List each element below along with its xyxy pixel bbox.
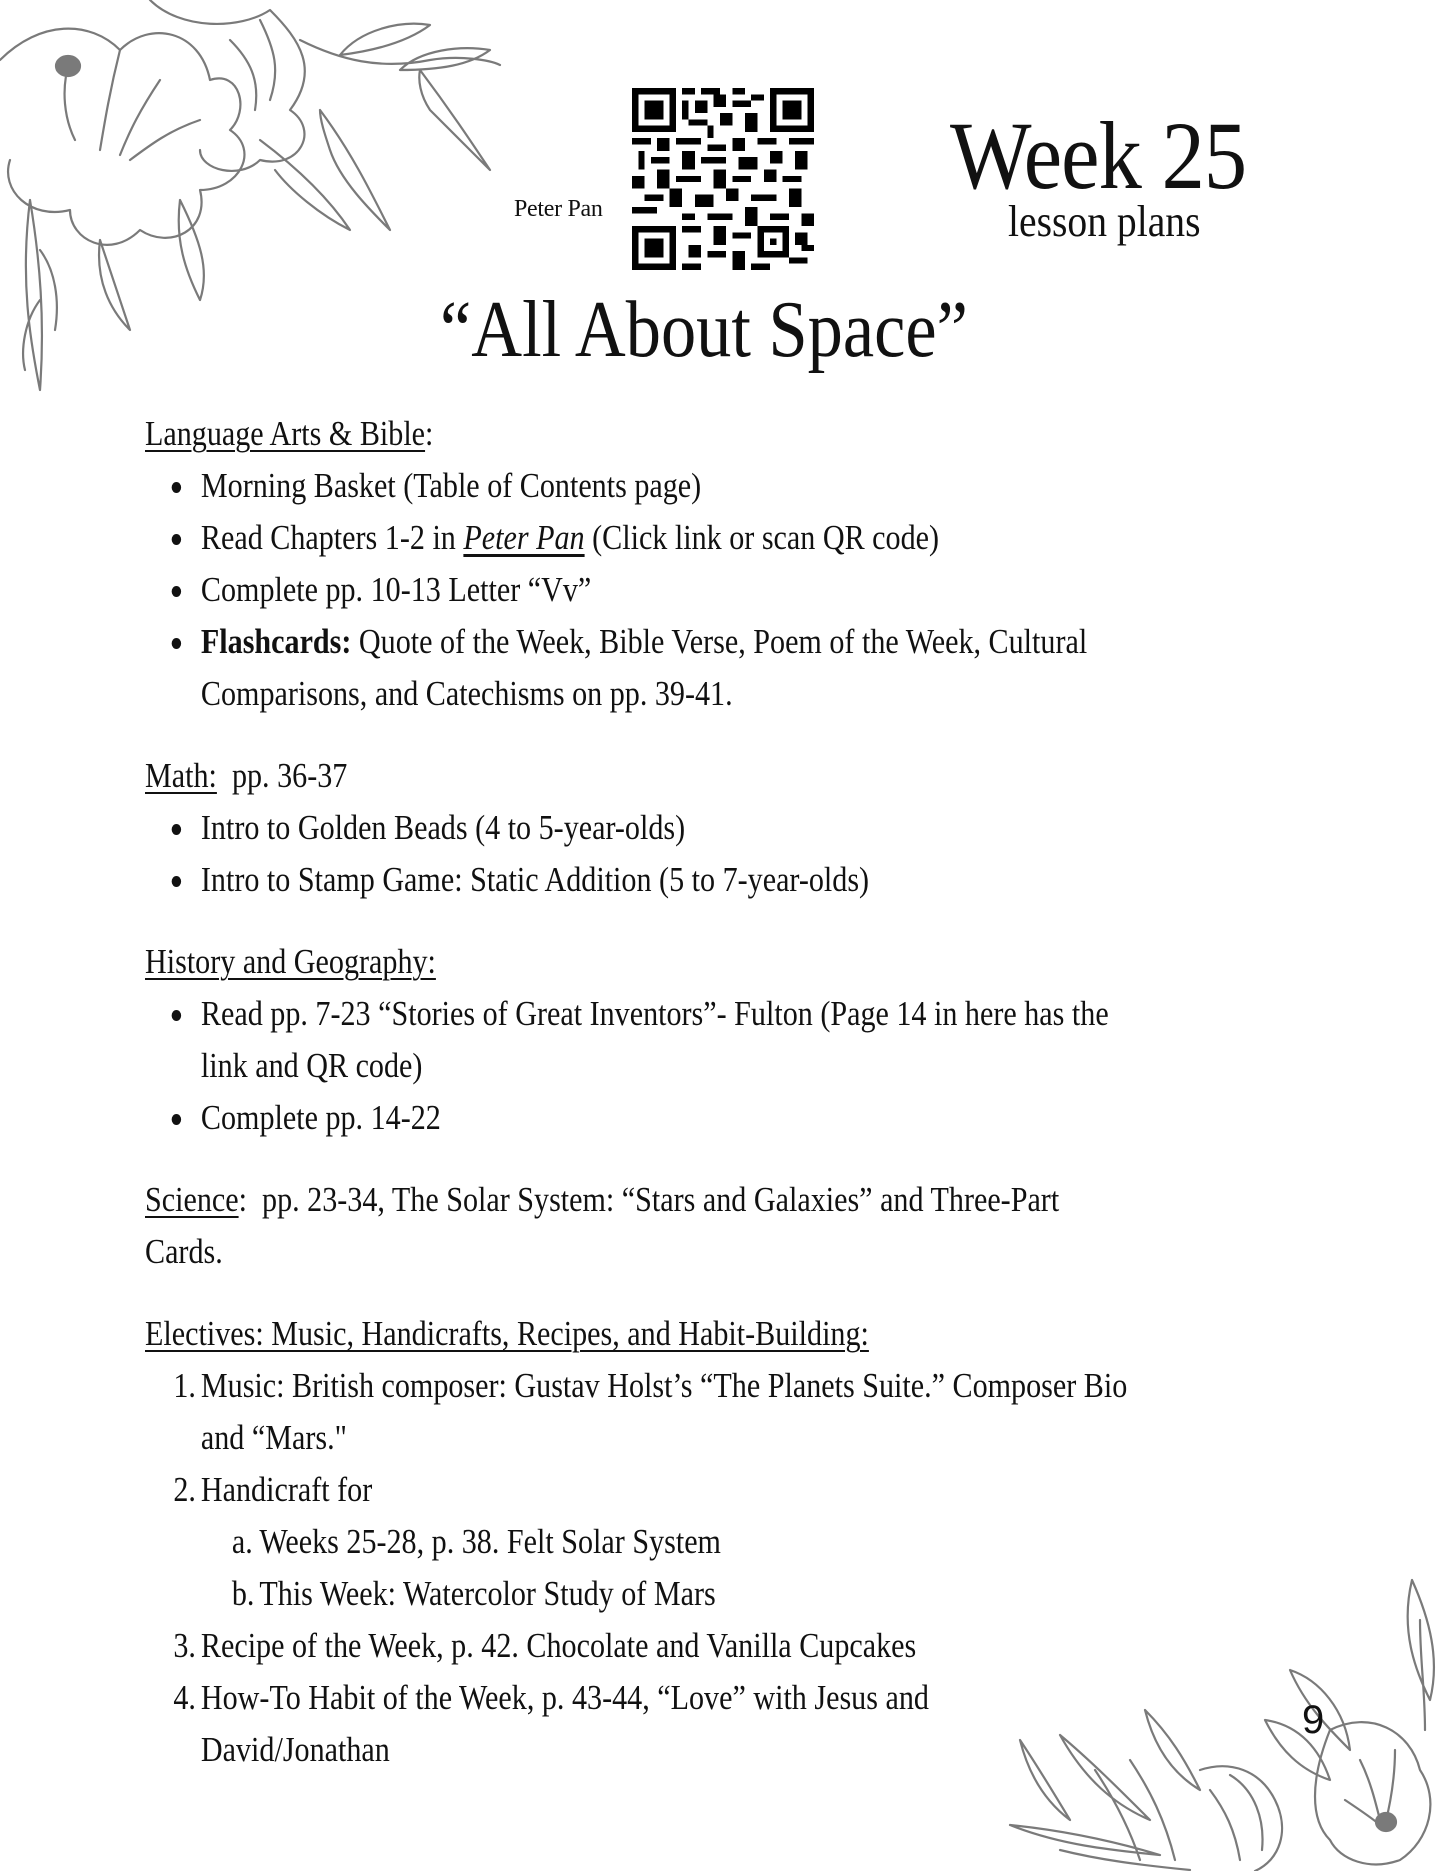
section-heading: Electives: Music, Handicrafts, Recipes, and Habit-Building: — [145, 1314, 869, 1353]
section-heading: History and Geography: — [145, 942, 436, 981]
list-item: Intro to Golden Beads (4 to 5-year-olds) — [201, 802, 1306, 854]
section-math — [145, 750, 1306, 906]
qr-code-label: Peter Pan — [514, 196, 603, 222]
list-item: 1. Music: British composer: Gustav Holst’s “The Planets Suite.” Composer Bio and “Mars." — [173, 1366, 1128, 1457]
theme-title: “All About Space” — [440, 286, 968, 374]
list-item: Read pp. 7-23 “Stories of Great Inventors”- Fulton (Page 14 in here has the link and QR code) — [201, 988, 1156, 1092]
list-item: Flashcards: Quote of the Week, Bible Verse, Poem of the Week, Cultural Comparisons, and Catechisms on pp. 39-41. — [201, 616, 1130, 720]
list-item: 2. Handicraft for a. Weeks 25-28, p. 38. Felt Solar System b. This Week: Watercolor Study of Mars — [201, 1464, 1306, 1620]
lesson-content — [145, 408, 1305, 1806]
list-item: Complete pp. 10-13 Letter “Vv” — [201, 564, 1306, 616]
page-number: 9 — [1302, 1698, 1325, 1742]
section-history — [145, 936, 1306, 1144]
list-item: Complete pp. 14-22 — [201, 1092, 1306, 1144]
section-electives — [145, 1308, 1306, 1776]
peter-pan-link[interactable]: Peter Pan — [463, 518, 585, 557]
section-language-arts — [145, 408, 1306, 720]
section-science: Science: pp. 23-34, The Solar System: “Stars and Galaxies” and Three-Part Cards. — [145, 1180, 1067, 1271]
section-heading: Language Arts & Bible: — [145, 414, 434, 453]
sub-list-item: b. This Week: Watercolor Study of Mars — [231, 1574, 716, 1613]
list-item: 4. How-To Habit of the Week, p. 43-44, “Love” with Jesus and David/Jonathan — [173, 1678, 929, 1769]
qr-code-icon[interactable] — [628, 88, 818, 270]
list-item: Intro to Stamp Game: Static Addition (5 to 7-year-olds) — [201, 854, 1306, 906]
list-item: Read Chapters 1-2 in Peter Pan (Click link or scan QR code) — [201, 512, 1306, 564]
list-item: Morning Basket (Table of Contents page) — [201, 460, 1306, 512]
sub-list-item: a. Weeks 25-28, p. 38. Felt Solar System — [231, 1522, 721, 1561]
week-subtitle: lesson plans — [1008, 197, 1201, 246]
week-title: Week 25 — [950, 102, 1247, 209]
section-heading: Math: pp. 36-37 — [145, 756, 348, 795]
list-item: 3. Recipe of the Week, p. 42. Chocolate and Vanilla Cupcakes — [173, 1626, 917, 1665]
